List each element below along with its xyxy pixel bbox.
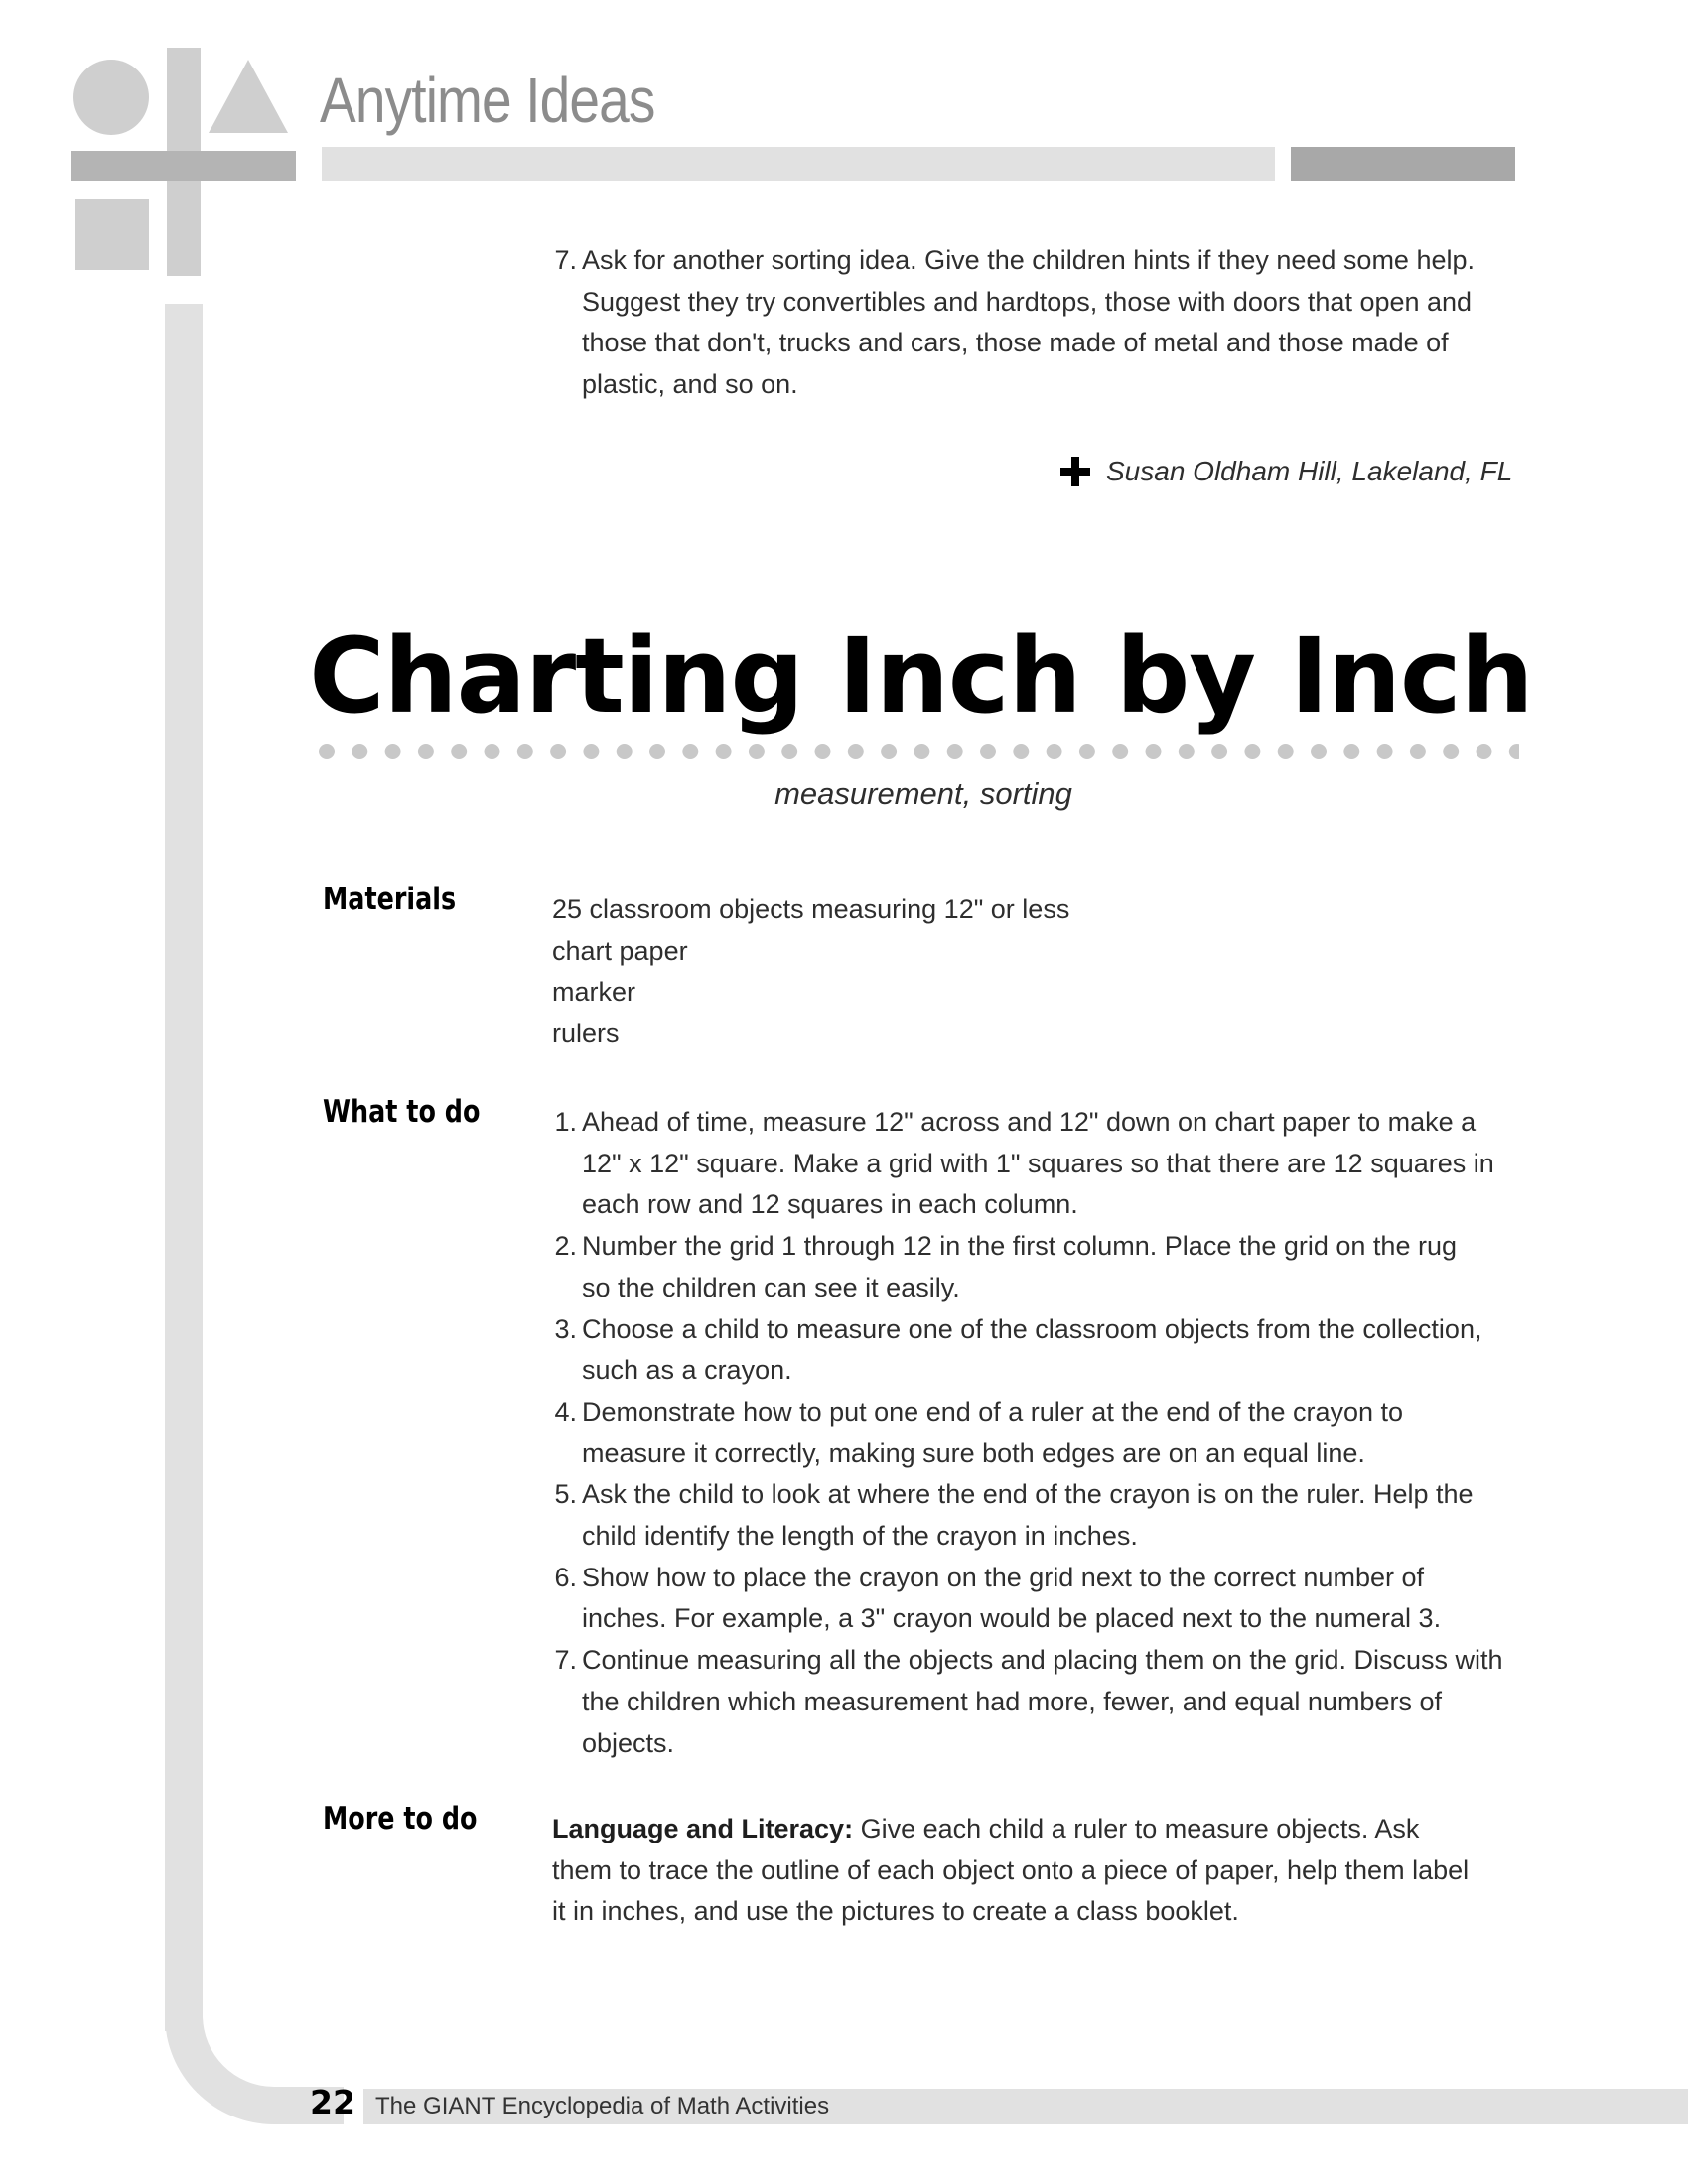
decor-triangle-shape [209, 60, 288, 133]
what-to-do-steps [549, 1102, 1542, 1764]
step-number: 5. [554, 1479, 577, 1510]
list-item [549, 1392, 1542, 1474]
step-line: Number the grid 1 through 12 in the first column. Place the grid on the rug [582, 1231, 1457, 1262]
divider-dot [1179, 744, 1195, 759]
decor-margin-bar [165, 304, 203, 2031]
step-line: Suggest they try convertibles and hardtops, those with doors that open and [582, 286, 1473, 317]
section-title: Anytime Ideas [320, 65, 655, 136]
page-number: 22 [310, 2083, 355, 2121]
divider-dot [1278, 744, 1294, 759]
step-line: those that don't, trucks and cars, those made of metal and those made of [582, 328, 1449, 358]
divider-dot [485, 744, 500, 759]
step-line: Demonstrate how to put one end of a ruler at the end of the crayon to [582, 1396, 1404, 1427]
list-item [549, 1640, 1542, 1764]
list-item: rulers [552, 1019, 620, 1049]
divider-dot [1509, 744, 1519, 759]
step-line: Show how to place the crayon on the grid next to the correct number of [582, 1562, 1424, 1592]
list-item [549, 240, 1542, 406]
more-to-do-text [552, 1809, 1545, 1933]
list-item [549, 1558, 1542, 1640]
divider-dot [1079, 744, 1095, 759]
divider-dot [649, 744, 665, 759]
step-number: 7. [554, 245, 577, 275]
divider-dot [583, 744, 599, 759]
step-number: 4. [554, 1396, 577, 1427]
list-item: chart paper [552, 935, 688, 966]
step-number: 7. [554, 1645, 577, 1676]
decor-circle-shape [73, 60, 149, 135]
divider-dot [517, 744, 533, 759]
divider-dot [1146, 744, 1162, 759]
header-bar-dark [1291, 147, 1515, 181]
step-line: Ask for another sorting idea. Give the children hints if they need some help. [582, 245, 1476, 275]
divider-dot [617, 744, 633, 759]
divider-dot [1410, 744, 1426, 759]
divider-dot [881, 744, 897, 759]
previous-activity [549, 240, 1542, 406]
step-number: 1. [554, 1107, 577, 1137]
divider-dot [848, 744, 864, 759]
divider-dot [451, 744, 467, 759]
divider-dot [418, 744, 434, 759]
step-line: Choose a child to measure one of the classroom objects from the collection, [582, 1313, 1482, 1344]
more-to-do-label: More to do [323, 1801, 478, 1837]
step-line: the children which measurement had more, fewer, and equal numbers of [582, 1686, 1442, 1716]
list-item [549, 1226, 1542, 1308]
divider-dot [1211, 744, 1227, 759]
materials-list [552, 889, 1069, 1055]
divider-dot [319, 744, 335, 759]
more-to-do-line: it in inches, and use the pictures to create a class booklet. [552, 1896, 1239, 1927]
divider-dot [980, 744, 996, 759]
divider-dot [947, 744, 963, 759]
step-line: objects. [582, 1727, 675, 1758]
list-item [549, 1102, 1542, 1226]
step-line: inches. For example, a 3" crayon would be placed next to the numeral 3. [582, 1603, 1442, 1634]
step-number: 3. [554, 1313, 577, 1344]
step-line: each row and 12 squares in each column. [582, 1189, 1078, 1220]
step-line: Continue measuring all the objects and placing them on the grid. Discuss with [582, 1645, 1503, 1676]
what-to-do-label: What to do [323, 1094, 481, 1130]
more-to-do-line: Give each child a ruler to measure objects. Ask [860, 1814, 1420, 1843]
divider-dot [385, 744, 401, 759]
step-line: measure it correctly, making sure both edges are on an equal line. [582, 1437, 1365, 1468]
divider-dot [781, 744, 797, 759]
step-line: Ask the child to look at where the end of the crayon is on the ruler. Help the [582, 1479, 1474, 1510]
activity-title: Charting Inch by Inch [309, 615, 1533, 737]
divider-dot [1311, 744, 1327, 759]
step-line: child identify the length of the crayon in inches. [582, 1521, 1138, 1552]
attribution-text: Susan Oldham Hill, Lakeland, FL [1106, 456, 1513, 486]
book-title: The GIANT Encyclopedia of Math Activities [375, 2093, 830, 2119]
header-bar-light [322, 147, 1275, 181]
divider-dot [914, 744, 929, 759]
divider-dot [550, 744, 566, 759]
list-item: 25 classroom objects measuring 12" or less [552, 894, 1070, 924]
divider-dot [352, 744, 367, 759]
list-item: marker [552, 977, 636, 1008]
dotted-divider [318, 743, 1519, 760]
step-line: so the children can see it easily. [582, 1272, 960, 1302]
step-line: Ahead of time, measure 12" across and 12" down on chart paper to make a [582, 1107, 1477, 1137]
divider-dot [1477, 744, 1492, 759]
cross-icon [1058, 455, 1092, 488]
attribution [1058, 455, 1512, 488]
step-number: 2. [554, 1231, 577, 1262]
divider-dot [716, 744, 732, 759]
list-item [549, 1474, 1542, 1557]
step-line: such as a crayon. [582, 1355, 792, 1386]
previous-steps-list [549, 240, 1542, 406]
step-number: 6. [554, 1562, 577, 1592]
step-line: 12" x 12" square. Make a grid with 1" squares so that there are 12 squares in [582, 1148, 1494, 1178]
divider-dot [1112, 744, 1128, 759]
divider-dot [1343, 744, 1359, 759]
more-to-do-lead: Language and Literacy: [552, 1814, 854, 1843]
divider-dot [749, 744, 765, 759]
step-line: plastic, and so on. [582, 369, 798, 400]
divider-dot [1013, 744, 1029, 759]
divider-dot [1244, 744, 1260, 759]
divider-dot [815, 744, 831, 759]
divider-dot [1443, 744, 1459, 759]
more-to-do-line: them to trace the outline of each object onto a piece of paper, help them label [552, 1854, 1470, 1885]
divider-dot [1047, 744, 1062, 759]
divider-dot [682, 744, 698, 759]
decor-square-shape [75, 199, 149, 270]
activity-subtitle: measurement, sorting [774, 776, 1072, 811]
materials-label: Materials [323, 882, 457, 917]
divider-dot [1377, 744, 1393, 759]
list-item [549, 1309, 1542, 1392]
steps-list [549, 1102, 1542, 1764]
decor-horizontal-bar [71, 151, 296, 181]
